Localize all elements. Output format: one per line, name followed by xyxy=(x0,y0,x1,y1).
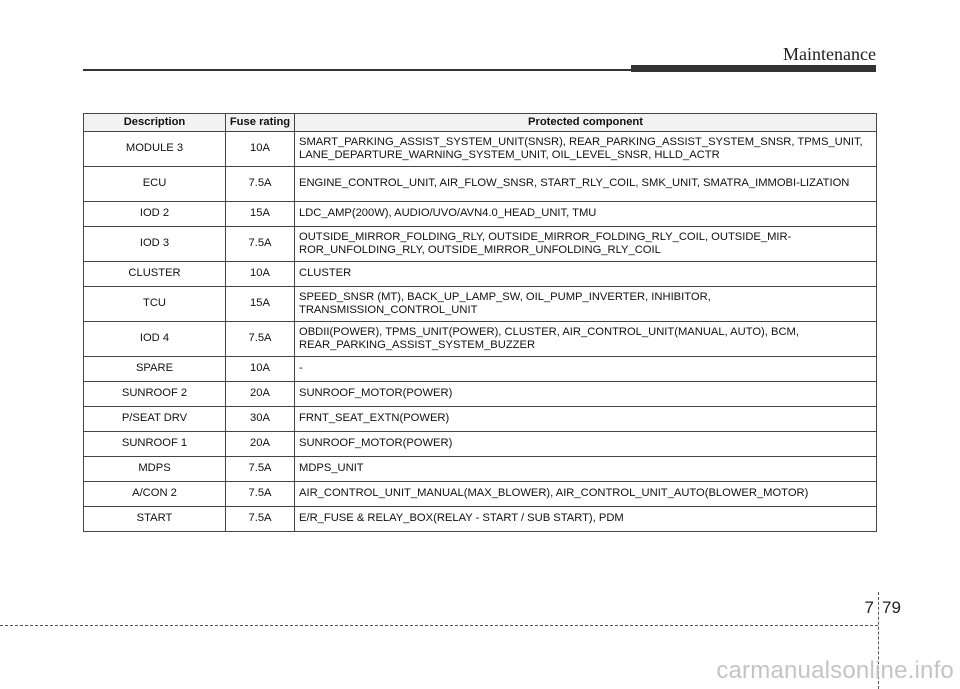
column-header-description: Description xyxy=(84,114,226,132)
cell-description: IOD 3 xyxy=(84,227,226,262)
table-row xyxy=(84,167,877,202)
table-row xyxy=(84,357,877,382)
cell-fuse-rating: 7.5A xyxy=(226,167,295,202)
cell-protected-component: SUNROOF_MOTOR(POWER) xyxy=(295,432,877,457)
cell-fuse-rating: 10A xyxy=(226,132,295,167)
cell-description: START xyxy=(84,507,226,532)
section-title: Maintenance xyxy=(783,44,876,64)
cell-description: SPARE xyxy=(84,357,226,382)
watermark[interactable]: carmanualsonline.info xyxy=(716,657,954,684)
cell-protected-component: SUNROOF_MOTOR(POWER) xyxy=(295,382,877,407)
fuse-table xyxy=(83,113,877,532)
cell-fuse-rating: 7.5A xyxy=(226,322,295,357)
table-row xyxy=(84,227,877,262)
cell-description: MDPS xyxy=(84,457,226,482)
column-header-fuse-rating: Fuse rating xyxy=(226,114,295,132)
table-row xyxy=(84,287,877,322)
cell-fuse-rating: 10A xyxy=(226,262,295,287)
cell-description: SUNROOF 1 xyxy=(84,432,226,457)
cell-description: SUNROOF 2 xyxy=(84,382,226,407)
table-row xyxy=(84,202,877,227)
cell-fuse-rating: 15A xyxy=(226,287,295,322)
cell-description: CLUSTER xyxy=(84,262,226,287)
cell-protected-component: CLUSTER xyxy=(295,262,877,287)
cell-protected-component: OBDII(POWER), TPMS_UNIT(POWER), CLUSTER, AIR_CONTROL_UNIT(MANUAL, AUTO), BCM, REAR_PARKING_ASSIST_SYSTEM_BUZZER xyxy=(295,322,877,357)
table-row xyxy=(84,262,877,287)
cell-description: P/SEAT DRV xyxy=(84,407,226,432)
cell-fuse-rating: 7.5A xyxy=(226,482,295,507)
table-header-row xyxy=(84,114,877,132)
table-row xyxy=(84,482,877,507)
cell-fuse-rating: 7.5A xyxy=(226,457,295,482)
cell-fuse-rating: 15A xyxy=(226,202,295,227)
cell-protected-component: LDC_AMP(200W), AUDIO/UVO/AVN4.0_HEAD_UNIT, TMU xyxy=(295,202,877,227)
table-row xyxy=(84,407,877,432)
table-row xyxy=(84,432,877,457)
table-row xyxy=(84,132,877,167)
table-row xyxy=(84,382,877,407)
cell-protected-component: MDPS_UNIT xyxy=(295,457,877,482)
page-number: 79 xyxy=(882,598,901,617)
cell-protected-component: OUTSIDE_MIRROR_FOLDING_RLY, OUTSIDE_MIRROR_FOLDING_RLY_COIL, OUTSIDE_MIR-ROR_UNFOLDING_RLY, OUTSIDE_MIRROR_UNFOLDING_RLY_COIL xyxy=(295,227,877,262)
cell-protected-component: SMART_PARKING_ASSIST_SYSTEM_UNIT(SNSR), REAR_PARKING_ASSIST_SYSTEM_SNSR, TPMS_UNIT, LANE_DEPARTURE_WARNING_SYSTEM_UNIT, OIL_LEVEL_SNSR, HLLD_ACTR xyxy=(295,132,877,167)
cell-protected-component: E/R_FUSE & RELAY_BOX(RELAY - START / SUB START), PDM xyxy=(295,507,877,532)
footer-rule xyxy=(0,625,878,626)
cell-protected-component: SPEED_SNSR (MT), BACK_UP_LAMP_SW, OIL_PUMP_INVERTER, INHIBITOR, TRANSMISSION_CONTROL_UNIT xyxy=(295,287,877,322)
table-row xyxy=(84,457,877,482)
cell-description: A/CON 2 xyxy=(84,482,226,507)
cell-description: MODULE 3 xyxy=(84,132,226,167)
cell-protected-component: ENGINE_CONTROL_UNIT, AIR_FLOW_SNSR, START_RLY_COIL, SMK_UNIT, SMATRA_IMMOBI-LIZATION xyxy=(295,167,877,202)
cell-protected-component: AIR_CONTROL_UNIT_MANUAL(MAX_BLOWER), AIR_CONTROL_UNIT_AUTO(BLOWER_MOTOR) xyxy=(295,482,877,507)
table-row xyxy=(84,507,877,532)
cell-description: TCU xyxy=(84,287,226,322)
cell-description: IOD 4 xyxy=(84,322,226,357)
cell-description: ECU xyxy=(84,167,226,202)
cell-fuse-rating: 7.5A xyxy=(226,507,295,532)
cell-fuse-rating: 20A xyxy=(226,432,295,457)
column-header-protected-component: Protected component xyxy=(295,114,877,132)
cell-protected-component: - xyxy=(295,357,877,382)
header-accent-bar xyxy=(631,65,876,72)
cell-protected-component: FRNT_SEAT_EXTN(POWER) xyxy=(295,407,877,432)
cell-fuse-rating: 7.5A xyxy=(226,227,295,262)
chapter-number: 7 xyxy=(864,598,874,617)
cell-fuse-rating: 30A xyxy=(226,407,295,432)
table-row xyxy=(84,322,877,357)
cell-fuse-rating: 10A xyxy=(226,357,295,382)
cell-description: IOD 2 xyxy=(84,202,226,227)
cell-fuse-rating: 20A xyxy=(226,382,295,407)
